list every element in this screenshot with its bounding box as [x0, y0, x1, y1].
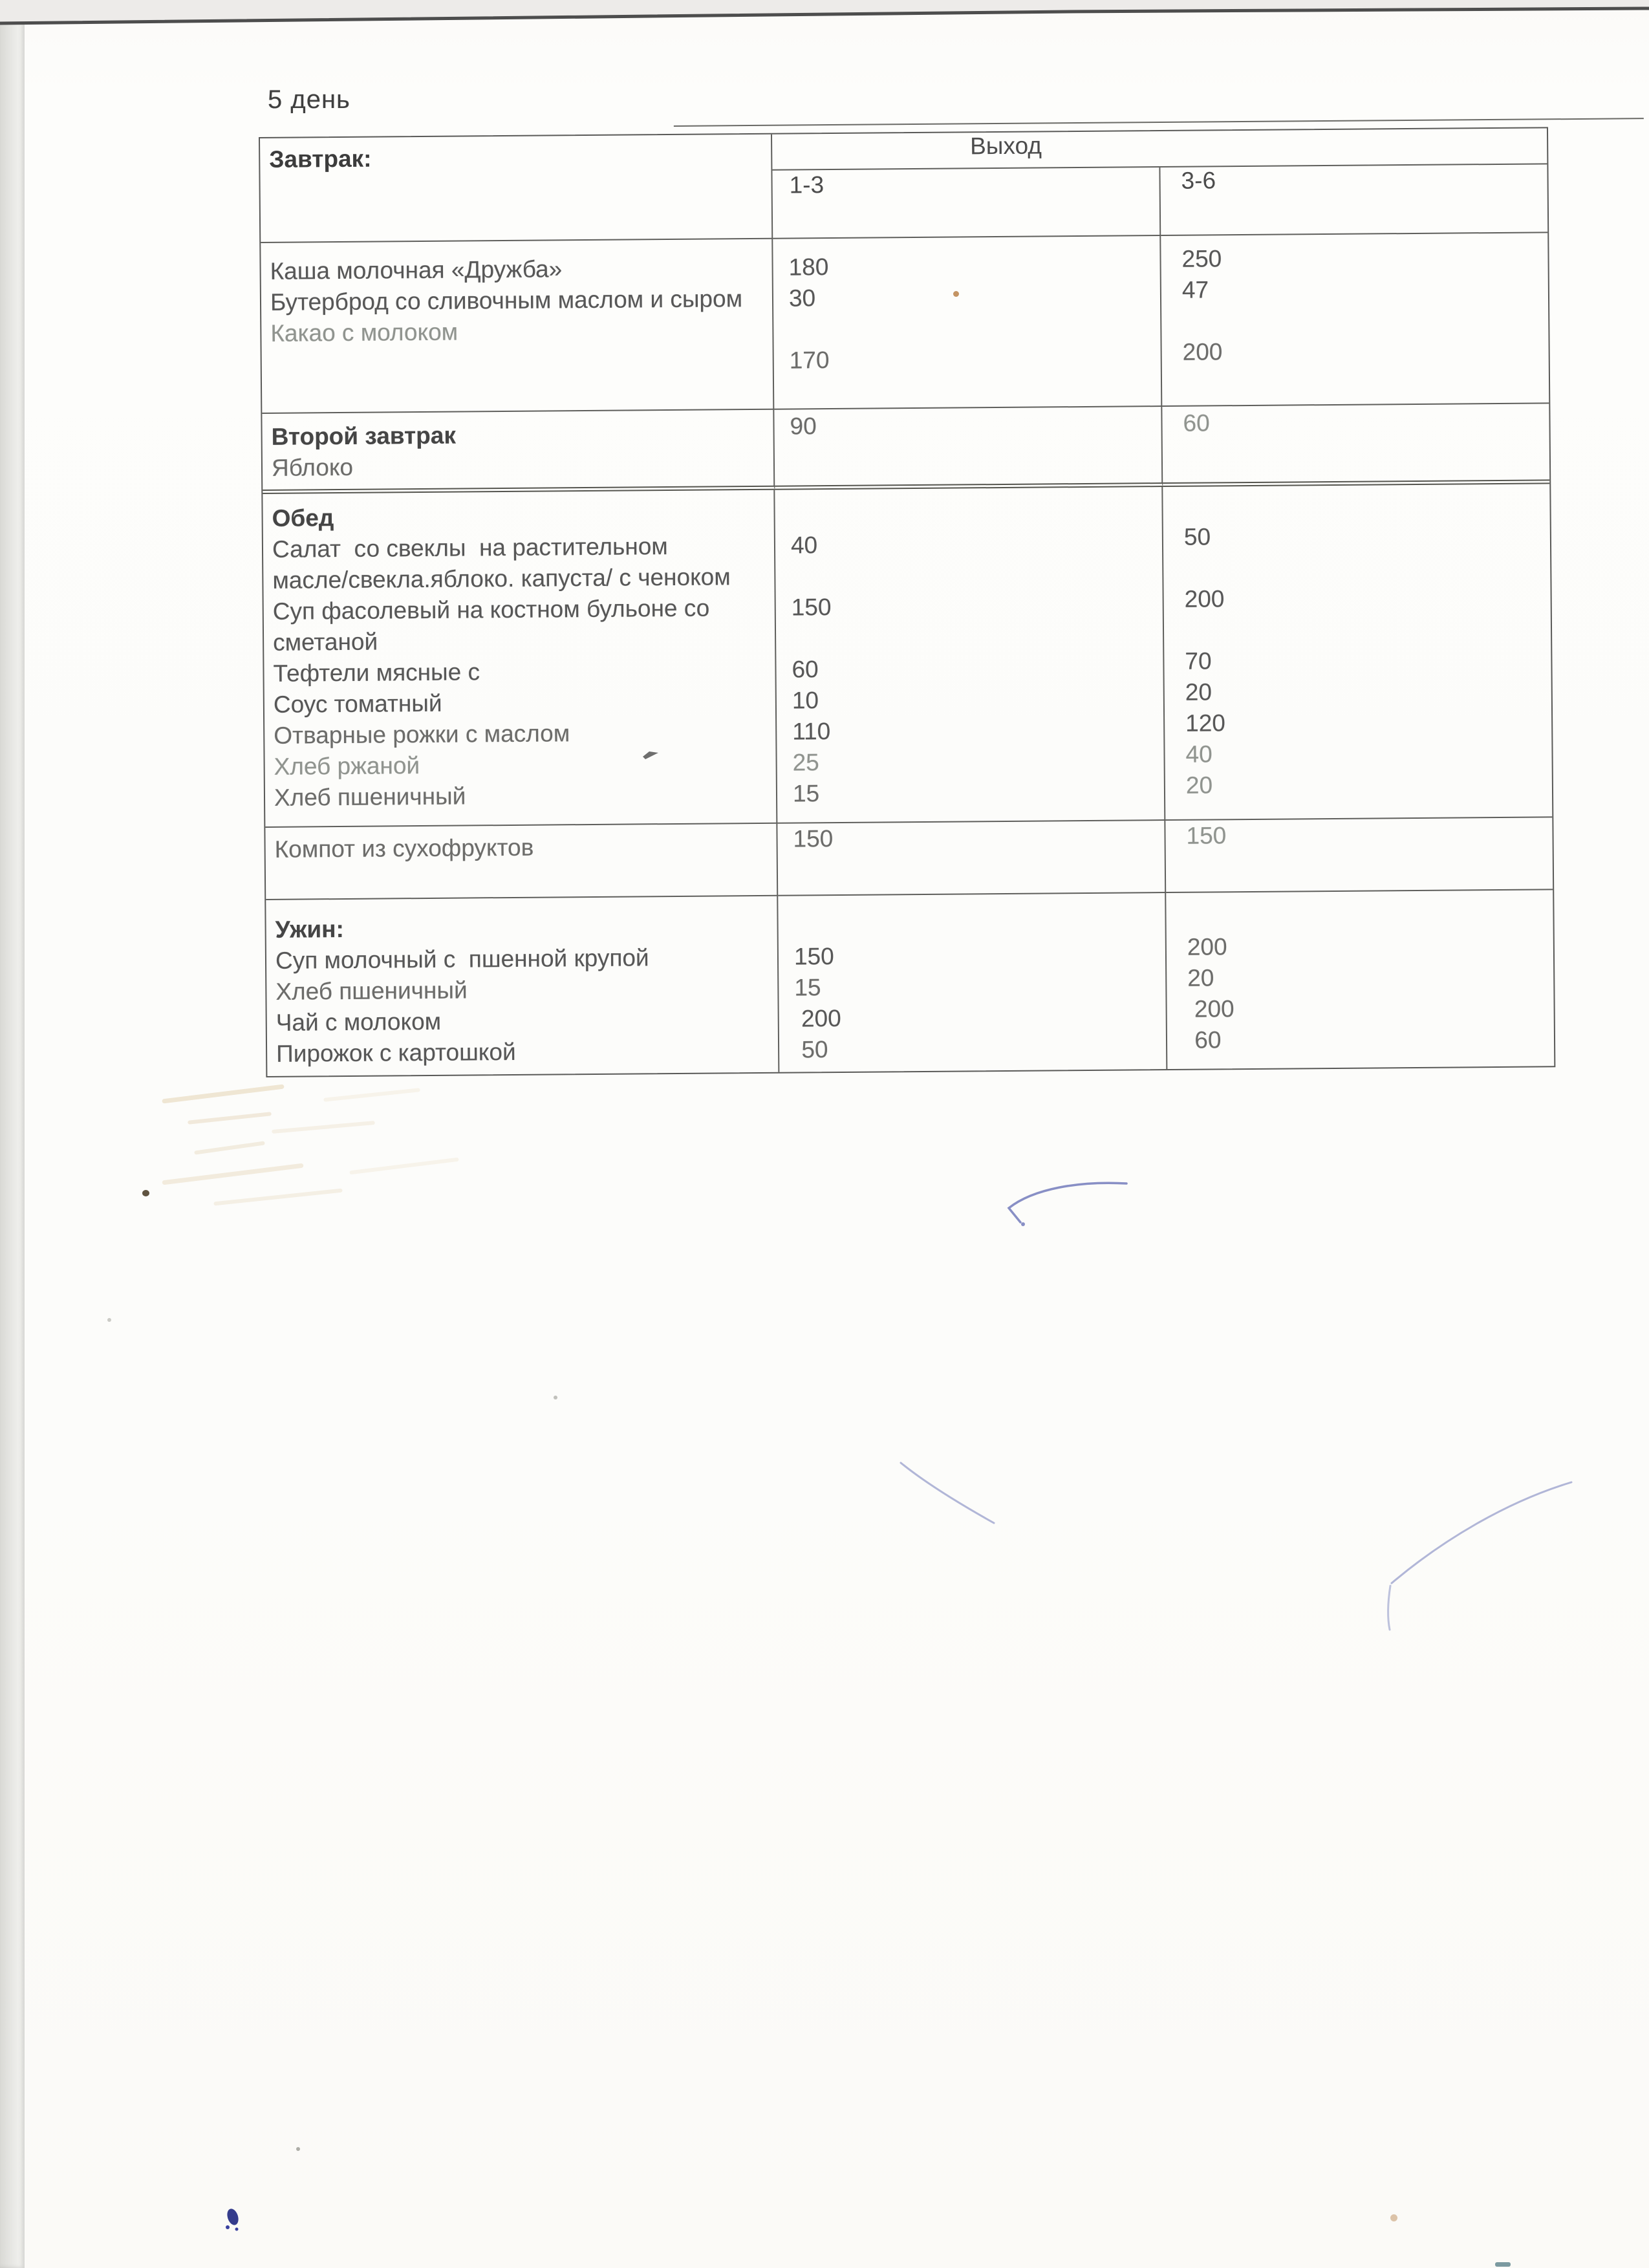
dinner-items-cell: [266, 896, 779, 1076]
breakfast-portions-3-6-cell: [1161, 233, 1549, 407]
portion-value: 20: [1187, 964, 1214, 991]
menu-table: [259, 127, 1555, 1077]
portion-value: [1184, 550, 1550, 583]
portion-value: 40: [790, 532, 818, 559]
pen-stroke-hook: [1009, 1183, 1126, 1222]
portion-value: [1183, 488, 1549, 521]
portion-value: 15: [794, 974, 821, 1001]
menu-item: Какао с молоком: [270, 318, 458, 347]
menu-item: Компот из сухофруктов: [274, 834, 534, 863]
portion-value: 25: [792, 749, 819, 776]
breakfast-items-cell: [261, 239, 774, 414]
compote-portions-3-6-cell: [1165, 817, 1553, 893]
portion-value: [789, 311, 1160, 345]
portion-value: [1185, 612, 1551, 645]
menu-item: Каша молочная «Дружба»: [270, 255, 563, 285]
scanner-left-edge: [0, 0, 25, 2268]
menu-item: Суп фасолевый на костном бульоне со: [272, 594, 710, 625]
header-output-label: Выход: [969, 132, 1042, 160]
beige-speck: [1390, 2214, 1397, 2221]
header-age-1-3-label: 1-3: [789, 171, 824, 199]
gray-speck: [296, 2147, 300, 2151]
portion-value: 60: [1183, 409, 1210, 437]
menu-item: Суп молочный с пшенной крупой: [275, 944, 649, 974]
portion-value: 10: [792, 687, 819, 714]
dinner-portions-3-6-cell: [1166, 890, 1554, 1069]
tan-smudge: [213, 1189, 343, 1206]
pen-tick: [1388, 1586, 1390, 1630]
portion-value: 60: [792, 656, 819, 683]
portion-value: [793, 907, 1165, 942]
menu-item: Отварные рожки с маслом: [274, 720, 570, 749]
menu-item: масле/свекла.яблоко. капуста/ с ченоком: [272, 563, 731, 594]
menu-item: Салат со свеклы на растительном: [272, 533, 668, 563]
header-meal-label: Завтрак:: [269, 145, 372, 173]
header-meal-cell: [260, 135, 773, 243]
portion-value: 250: [1181, 245, 1222, 272]
menu-item: Хлеб ржаной: [274, 752, 420, 780]
page-title: 5 день: [268, 85, 350, 114]
portion-value: [790, 496, 1161, 530]
tan-smudge: [272, 1121, 375, 1134]
tan-smudge: [349, 1158, 458, 1175]
menu-item: Бутерброд со сливочным маслом и сыром: [270, 285, 743, 316]
second-breakfast-portions-1-3-cell: [774, 407, 1163, 490]
portion-value: 150: [1186, 822, 1227, 849]
portion-value: [792, 620, 1163, 654]
menu-item: Соус томатный: [273, 689, 442, 718]
breakfast-portions-1-3-cell: [773, 236, 1162, 410]
menu-item: Тефтели мясные с: [273, 658, 480, 687]
dinner-portions-1-3-cell: [778, 893, 1167, 1072]
menu-item: Чай с молоком: [275, 1008, 442, 1036]
portion-value: 200: [1182, 338, 1223, 365]
lunch-portions-3-6-cell: [1163, 484, 1552, 821]
portion-value: 20: [1185, 772, 1213, 799]
section-title: Ужин:: [275, 916, 344, 943]
tan-smudge: [188, 1112, 272, 1125]
menu-item: Хлеб пшеничный: [274, 783, 466, 811]
header-age-3-6-label: 3-6: [1181, 167, 1216, 194]
portion-value: 50: [794, 1036, 828, 1063]
menu-item: Пирожок с картошкой: [275, 1038, 516, 1067]
portion-value: 47: [1181, 276, 1209, 303]
pen-arc-left: [901, 1463, 994, 1523]
portion-value: 200: [794, 1004, 841, 1032]
compote-items-cell: [265, 824, 778, 900]
portion-value: 150: [793, 943, 834, 970]
second-breakfast-portions-3-6-cell: [1162, 404, 1549, 487]
tan-smudge: [162, 1084, 284, 1103]
lunch-portions-1-3-cell: [775, 487, 1165, 824]
ink-blot: [225, 2207, 240, 2227]
menu-item: Яблоко: [271, 453, 354, 481]
header-age-3-6-cell: [1160, 164, 1547, 236]
header-age-1-3-cell: [772, 167, 1161, 239]
portion-value: [1182, 303, 1548, 336]
portion-value: 150: [793, 825, 834, 852]
menu-item: сметаной: [272, 628, 378, 656]
gray-speck: [554, 1396, 557, 1399]
tan-smudge: [162, 1163, 303, 1185]
portion-value: 200: [1187, 995, 1234, 1022]
page-edge-line: [0, 8, 1649, 23]
second-breakfast-items-cell: [262, 410, 775, 494]
section-title: Обед: [272, 504, 334, 532]
portion-value: 150: [791, 594, 832, 621]
lunch-items-cell: [263, 490, 777, 828]
pen-dot: [1021, 1222, 1025, 1226]
portion-value: 70: [1185, 647, 1212, 675]
portion-value: [1187, 898, 1553, 931]
scanner-lid-strip: [0, 0, 1649, 23]
bottom-edge-mark: [1495, 2262, 1511, 2267]
pen-arc-right: [1392, 1482, 1571, 1583]
header-output-cell: [772, 128, 1547, 170]
ink-speck: [235, 2228, 239, 2231]
portion-value: 15: [792, 780, 820, 807]
portion-value: 50: [1183, 523, 1211, 550]
tan-smudge: [323, 1088, 420, 1102]
section-title: Второй завтрак: [271, 422, 457, 450]
gray-speck: [107, 1318, 111, 1322]
portion-value: 200: [1184, 585, 1225, 612]
portion-value: 60: [1187, 1026, 1222, 1053]
tan-smudge: [194, 1141, 265, 1154]
portion-value: 30: [788, 285, 816, 312]
portion-value: 200: [1187, 933, 1227, 960]
dark-speck: [142, 1190, 149, 1196]
portion-value: 90: [790, 413, 817, 440]
portion-value: 20: [1185, 678, 1212, 706]
portion-value: 170: [789, 347, 830, 374]
portion-value: 110: [792, 718, 831, 745]
menu-item: Хлеб пшеничный: [275, 977, 468, 1005]
portion-value: [791, 558, 1162, 592]
compote-portions-1-3-cell: [777, 821, 1166, 896]
portion-value: 180: [788, 254, 829, 281]
ink-speck: [226, 2225, 230, 2229]
portion-value: 40: [1185, 740, 1212, 768]
portion-value: 120: [1185, 709, 1226, 737]
